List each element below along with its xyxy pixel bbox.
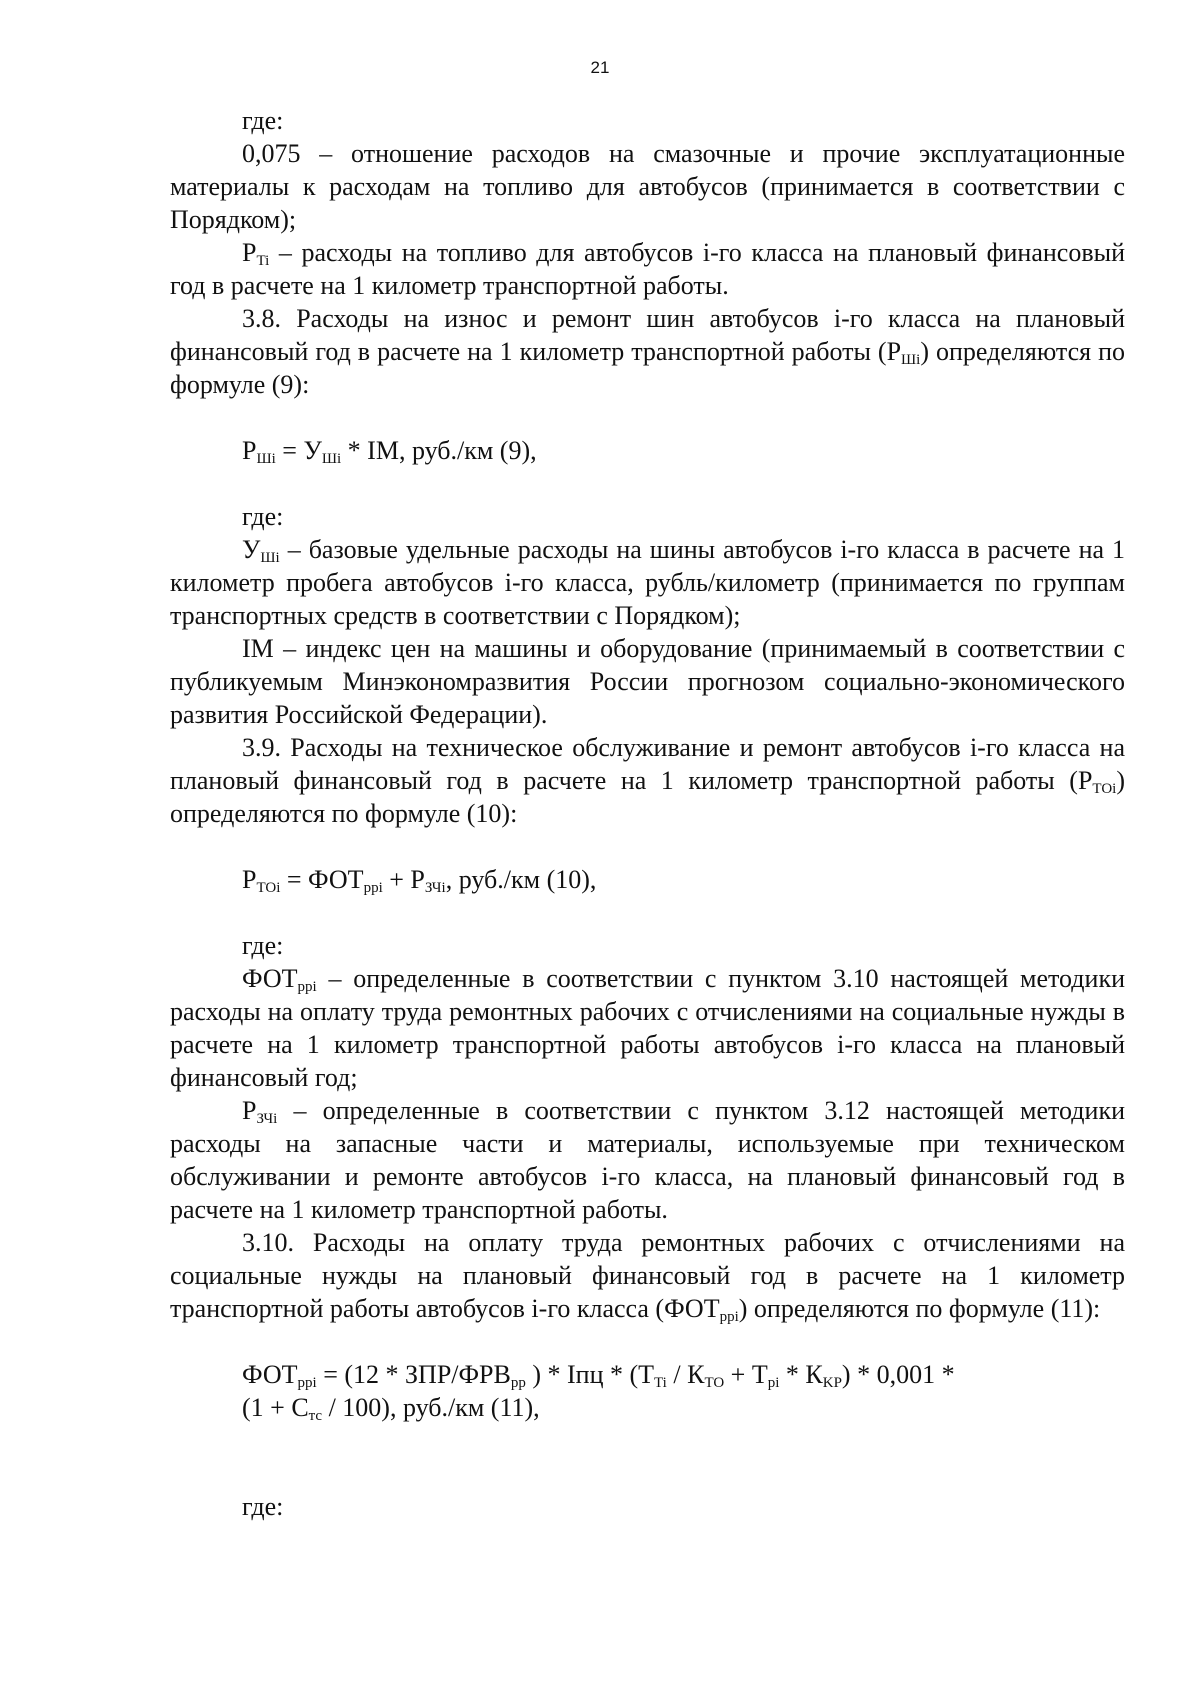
formula-9: $P_{Шi} = У_{Шi}$ * IМ, руб./км (9), <box>242 436 537 467</box>
paragraph-pzchi-definition: $P_{ЗЧi}$ – определенные в соответствии с пунктом 3.12 настоящей методики расходы на запасные части и материалы, используемые при техническом обслуживании и ремонте автобусов i-го класса, на плановый финансовый год в расчете на 1 километр транспортной работы. <box>170 1096 1125 1224</box>
paragraph-3-8: 3.8. Расходы на износ и ремонт шин автобусов i-го класса на плановый финансовый год в расчете на 1 километр транспортной работы $(P_{Шi})$ определяются по формуле (9): <box>170 304 1125 399</box>
document-body <box>170 104 1125 1523</box>
formula-10: $P_{TOi} = ФОТ_{ppi} + P_{ЗЧi}$, руб./км (10), <box>242 865 597 896</box>
where-label: где: <box>242 502 284 531</box>
formula-11-line-1: $ФОТ_{ppi} = (12 * ЗПР/ФРВ_{pp}$ ) * Iпц * $(Т_{Ti} / К_{TO} + Т_{pi} * К_{KP}) * 0,001$ * <box>242 1360 955 1391</box>
page-number: 21 <box>590 58 610 77</box>
paragraph-3-10: 3.10. Расходы на оплату труда ремонтных рабочих с отчислениями на социальные нужды на плановый финансовый год в расчете на 1 километр транспортной работы автобусов i-го класса $(ФОТ_{ppi})$ определяются по формуле (11): <box>170 1228 1125 1325</box>
paragraph-fot-definition: $ФОТ_{ppi}$ – определенные в соответствии с пунктом 3.10 настоящей методики расходы на оплату труда ремонтных рабочих с отчислениями на социальные нужды в расчете на 1 километр транспортной работы автобусов i-го класса на плановый финансовый год; <box>170 964 1125 1092</box>
paragraph-ushi-definition: $У_{Шi}$ – базовые удельные расходы на шины автобусов i-го класса в расчете на 1 километр пробега автобусов i-го класса, рубль/километр (принимается по группам транспортных средств в соответствии с Порядком); <box>170 535 1125 630</box>
paragraph-pti-definition: $P_{Ti}$ – расходы на топливо для автобусов i-го класса на плановый финансовый год в расчете на 1 километр транспортной работы. <box>170 238 1125 300</box>
formula-11-line-2: $(1 + С_{тс} / 100)$, руб./км (11), <box>242 1393 540 1424</box>
paragraph-coefficient-0075: 0,075 – отношение расходов на смазочные и прочие эксплуатационные материалы к расходам на топливо для автобусов (принимается в соответствии с Порядком); <box>170 139 1125 234</box>
paragraph-3-9: 3.9. Расходы на техническое обслуживание и ремонт автобусов i-го класса на плановый финансовый год в расчете на 1 километр транспортной работы $(P_{TOi})$ определяются по формуле (10): <box>170 733 1125 828</box>
where-label: где: <box>242 106 284 135</box>
where-label: где: <box>242 931 284 960</box>
where-label: где: <box>242 1492 284 1521</box>
paragraph-im-definition: IМ – индекс цен на машины и оборудование (принимаемый в соответствии с публикуемым Минэкономразвития России прогнозом социально-экономического развития Российской Федерации). <box>170 634 1125 729</box>
